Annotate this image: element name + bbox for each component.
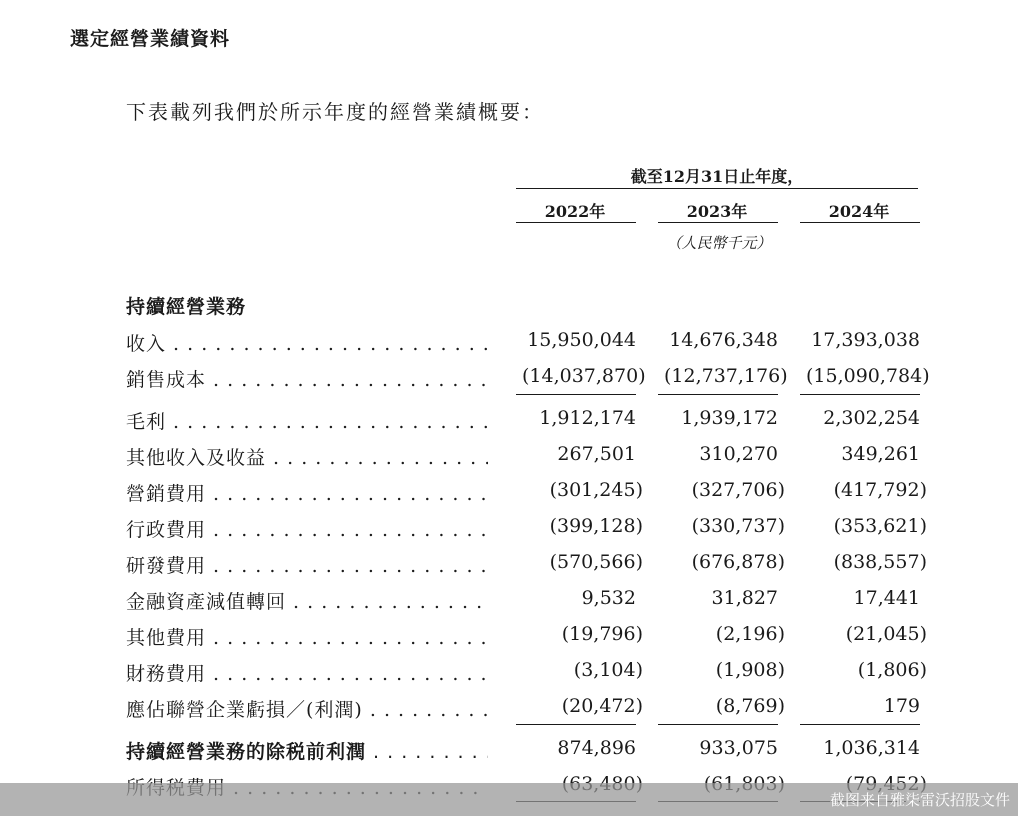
- subtotal-rule: [658, 724, 778, 725]
- value-2023: (327,706): [691, 479, 785, 501]
- row-label: 其他收入及收益 . . .: [126, 443, 488, 470]
- value-2023: 14,676,348: [669, 329, 778, 351]
- value-2022: (399,128): [549, 515, 643, 537]
- row-label: 營銷費用 . . .: [126, 479, 488, 506]
- row-label: 持續經營業務的除税前利潤 . . .: [126, 737, 488, 764]
- category-heading: 持續經營業務: [126, 296, 247, 318]
- table-row: [0, 731, 1018, 767]
- row-label: 收入 . . .: [126, 329, 488, 356]
- row-label: 其他費用 . . .: [126, 623, 488, 650]
- value-2024: (21,045): [845, 623, 927, 645]
- value-2024: (353,621): [833, 515, 927, 537]
- value-2023: (12,737,176): [664, 365, 788, 387]
- value-2024: 179: [883, 695, 920, 717]
- year-rule: [800, 222, 920, 223]
- table-row: [0, 473, 1018, 509]
- row-label: 研發費用 . . .: [126, 551, 488, 578]
- year-header-2022: 2022年: [544, 202, 606, 221]
- period-rule: [516, 188, 918, 189]
- value-2022: 9,532: [581, 587, 636, 609]
- table-row: [0, 437, 1018, 473]
- subtotal-rule: [658, 394, 778, 395]
- value-2023: (8,769): [715, 695, 785, 717]
- row-label: 行政費用 . . .: [126, 515, 488, 542]
- value-2024: 2,302,254: [823, 407, 920, 429]
- value-2023: (1,908): [715, 659, 785, 681]
- value-2023: (330,737): [691, 515, 785, 537]
- value-2022: 874,896: [557, 737, 636, 759]
- year-header-2024: 2024年: [828, 202, 890, 221]
- row-label: 應佔聯營企業虧損／(利潤) . . .: [126, 695, 488, 722]
- table-row: [0, 359, 1018, 395]
- table-row: [0, 509, 1018, 545]
- value-2024: 17,393,038: [811, 329, 920, 351]
- value-2022: (19,796): [561, 623, 643, 645]
- subtotal-rule: [516, 724, 636, 725]
- table-row: [0, 617, 1018, 653]
- value-2022: (570,566): [549, 551, 643, 573]
- intro-text: 下表載列我們於所示年度的經營業績概要：: [126, 100, 544, 124]
- row-label: 毛利 . . .: [126, 407, 488, 434]
- value-2023: 310,270: [699, 443, 778, 465]
- value-2024: 1,036,314: [823, 737, 920, 759]
- value-2023: (2,196): [715, 623, 785, 645]
- value-2022: 1,912,174: [539, 407, 636, 429]
- value-2023: 1,939,172: [681, 407, 778, 429]
- value-2022: (20,472): [561, 695, 643, 717]
- value-2022: 15,950,044: [527, 329, 636, 351]
- value-2023: 933,075: [699, 737, 778, 759]
- value-2022: 267,501: [557, 443, 636, 465]
- table-row: [0, 323, 1018, 359]
- value-2024: (1,806): [857, 659, 927, 681]
- table-row: [0, 581, 1018, 617]
- value-2024: (838,557): [833, 551, 927, 573]
- row-label: 金融資產減值轉回 . . .: [126, 587, 488, 614]
- row-label: 財務費用 . . .: [126, 659, 488, 686]
- subtotal-rule: [800, 724, 920, 725]
- year-header-2023: 2023年: [686, 202, 748, 221]
- value-2023: (676,878): [691, 551, 785, 573]
- row-label: 銷售成本 . . .: [126, 365, 488, 392]
- year-rule: [516, 222, 636, 223]
- value-2024: 17,441: [853, 587, 920, 609]
- year-rule: [658, 222, 778, 223]
- table-row: [0, 401, 1018, 437]
- value-2024: (417,792): [833, 479, 927, 501]
- subtotal-rule: [800, 394, 920, 395]
- table-row: [0, 689, 1018, 725]
- value-2022: (3,104): [573, 659, 643, 681]
- table-row: [0, 545, 1018, 581]
- watermark-text: 截图来自雅柒雷沃招股文件: [829, 791, 1010, 809]
- value-2024: (15,090,784): [806, 365, 930, 387]
- value-2023: 31,827: [711, 587, 778, 609]
- section-title: 選定經營業績資料: [70, 28, 231, 50]
- value-2022: (301,245): [549, 479, 643, 501]
- unit-label: （人民幣千元）: [666, 234, 772, 252]
- value-2022: (14,037,870): [522, 365, 646, 387]
- subtotal-rule: [516, 394, 636, 395]
- watermark-banner: [0, 783, 1018, 816]
- table-row: [0, 653, 1018, 689]
- period-header: 截至12月31日止年度，: [630, 167, 804, 186]
- value-2024: 349,261: [841, 443, 920, 465]
